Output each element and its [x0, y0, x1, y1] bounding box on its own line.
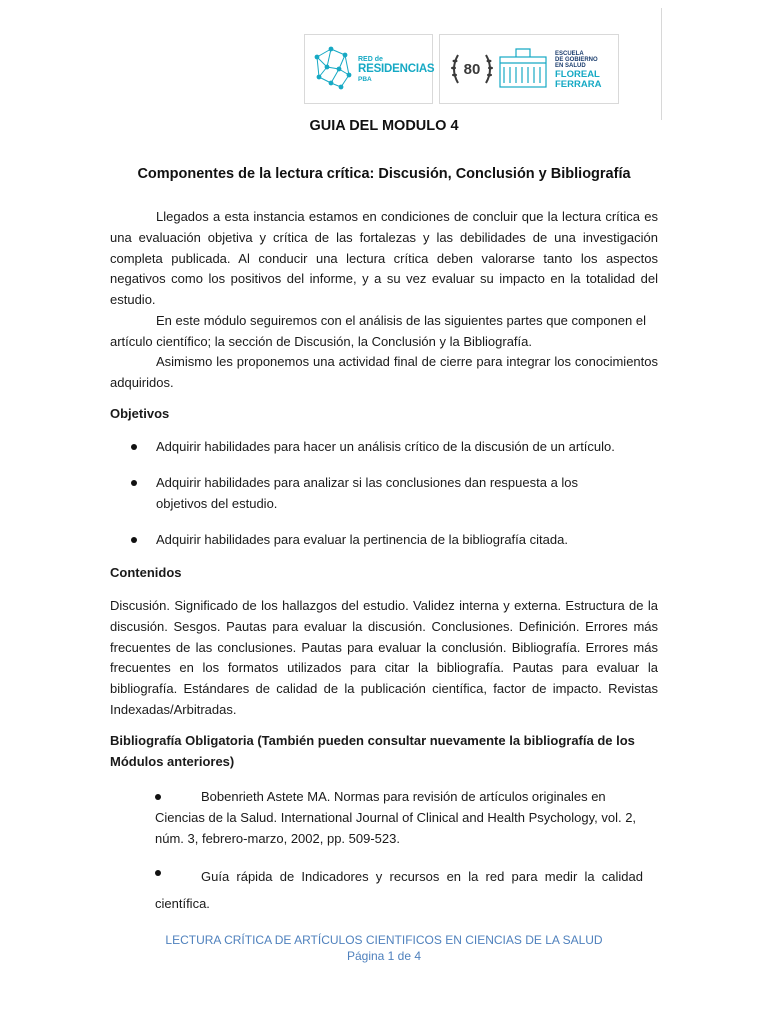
contents-paragraph: Discusión. Significado de los hallazgos del estudio. Validez interna y externa. Estructura de la discusión. Sesgos. Pautas para evaluar la discusión. Conclusiones. Definición. Errores más frecuentes de las conclusiones. Pautas para evaluar la conclusión. Bibliografía. Errores más frecuentes en los formatos utilizados para citar la bibliografía. Pautas para evaluar la bibliografía. Estándares de calidad de la publicación científica, factor de impacto. Revistas Indexadas/Arbitradas. [110, 598, 658, 717]
logo-pba-text: PBA [358, 76, 372, 83]
page-subtitle: Componentes de la lectura crítica: Discusión, Conclusión y Bibliografía [137, 166, 631, 182]
objective-item: Adquirir habilidades para hacer un análisis crítico de la discusión de un artículo. [156, 439, 615, 454]
bullet-icon [131, 537, 137, 543]
footer-page-number: Página 1 de 4 [346, 949, 422, 963]
bibliography-item: Guía rápida de Indicadores y recursos en la red para medir la calidad científica. [155, 869, 643, 911]
anniversary-number: 80 [463, 61, 481, 78]
logo-red-de-text: RED de [358, 56, 383, 63]
logo-residencias-text: RESIDENCIAS [358, 63, 435, 75]
network-icon [313, 43, 357, 95]
escuela-gobierno-logo [439, 34, 619, 104]
laurel-80-emblem-icon [446, 43, 550, 95]
objectives-heading: Objetivos [110, 406, 170, 421]
intro-paragraph-1: Llegados a esta instancia estamos en condiciones de concluir que la lectura crítica es una evaluación objetiva y crítica de las fortalezas y las debilidades de una investigación completa publicada. Al conducir una lectura crítica deben valorarse tanto los aspectos negativos como los positivos del informe, y a su vez evaluar su impacto en la totalidad del estudio. [110, 209, 658, 308]
page-edge-divider [661, 8, 662, 120]
intro-paragraph-3: Asimismo les proponemos una actividad final de cierre para integrar los conocimientos adquiridos. [110, 354, 658, 390]
footer-course-title: LECTURA CRÍTICA DE ARTÍCULOS CIENTIFICOS EN CIENCIAS DE LA SALUD [165, 933, 603, 947]
bullet-icon [131, 444, 137, 450]
intro-paragraph-2: En este módulo seguiremos con el análisis de las siguientes partes que componen el artículo científico; la sección de Discusión, la Conclusión y la Bibliografía. [110, 313, 646, 349]
bibliography-heading: Bibliografía Obligatoria (También pueden consultar nuevamente la bibliografía de los Módulos anteriores) [110, 733, 635, 769]
building-icon [500, 49, 546, 87]
bibliography-item: Bobenrieth Astete MA. Normas para revisión de artículos originales en Ciencias de la Salud. International Journal of Clinical and Health Psychology, vol. 2, núm. 3, febrero-marzo, 2002, pp. 509-523. [155, 789, 637, 846]
logo-escuela-lines: ESCUELA DE GOBIERNO EN SALUD [555, 51, 598, 70]
red-residencias-logo [304, 34, 433, 104]
logo-floreal-ferrara: FLOREAL FERRARA [555, 69, 602, 90]
bullet-icon [131, 480, 137, 486]
objective-item: Adquirir habilidades para evaluar la pertinencia de la bibliografía citada. [156, 532, 568, 547]
page-title: GUIA DEL MODULO 4 [309, 118, 459, 134]
objective-item: Adquirir habilidades para analizar si las conclusiones dan respuesta a los objetivos del estudio. [156, 475, 579, 511]
contents-heading: Contenidos [110, 565, 182, 580]
